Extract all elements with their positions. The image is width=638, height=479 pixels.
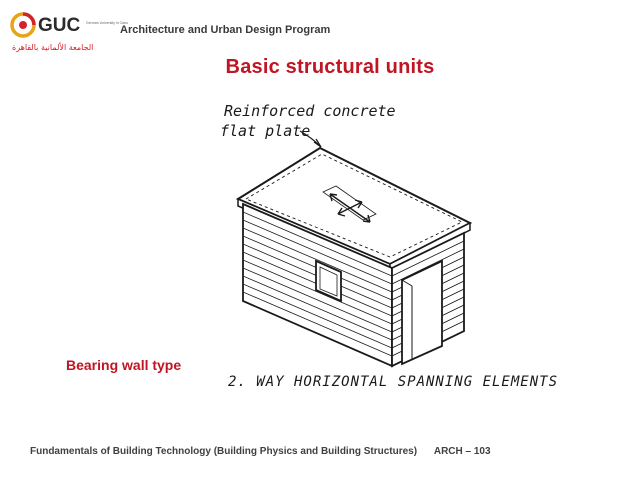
label-reinforced-concrete: Reinforced concrete bbox=[224, 102, 396, 120]
program-title: Architecture and Urban Design Program bbox=[120, 24, 331, 36]
logo-mark-icon bbox=[12, 14, 34, 36]
caption-bearing-wall-type: Bearing wall type bbox=[66, 357, 182, 373]
door-opening bbox=[402, 261, 442, 364]
guc-logo bbox=[8, 10, 129, 56]
footer-course-code: ARCH – 103 bbox=[433, 446, 491, 457]
logo-arabic: الجامعة الألمانية بالقاهرة bbox=[12, 43, 94, 52]
label-two-way-spanning: 2. WAY HORIZONTAL SPANNING ELEMENTS bbox=[228, 374, 559, 390]
bearing-wall-illustration bbox=[180, 96, 620, 396]
footer-course: Fundamentals of Building Technology (Building Physics and Building Structures) bbox=[30, 446, 418, 457]
footer bbox=[30, 446, 491, 457]
logo-name: GUC bbox=[38, 15, 81, 36]
label-flat-plate: flat plate bbox=[220, 122, 311, 140]
logo-subtitle: German University in Cairo bbox=[86, 21, 129, 25]
slide-title: Basic structural units bbox=[225, 56, 435, 78]
